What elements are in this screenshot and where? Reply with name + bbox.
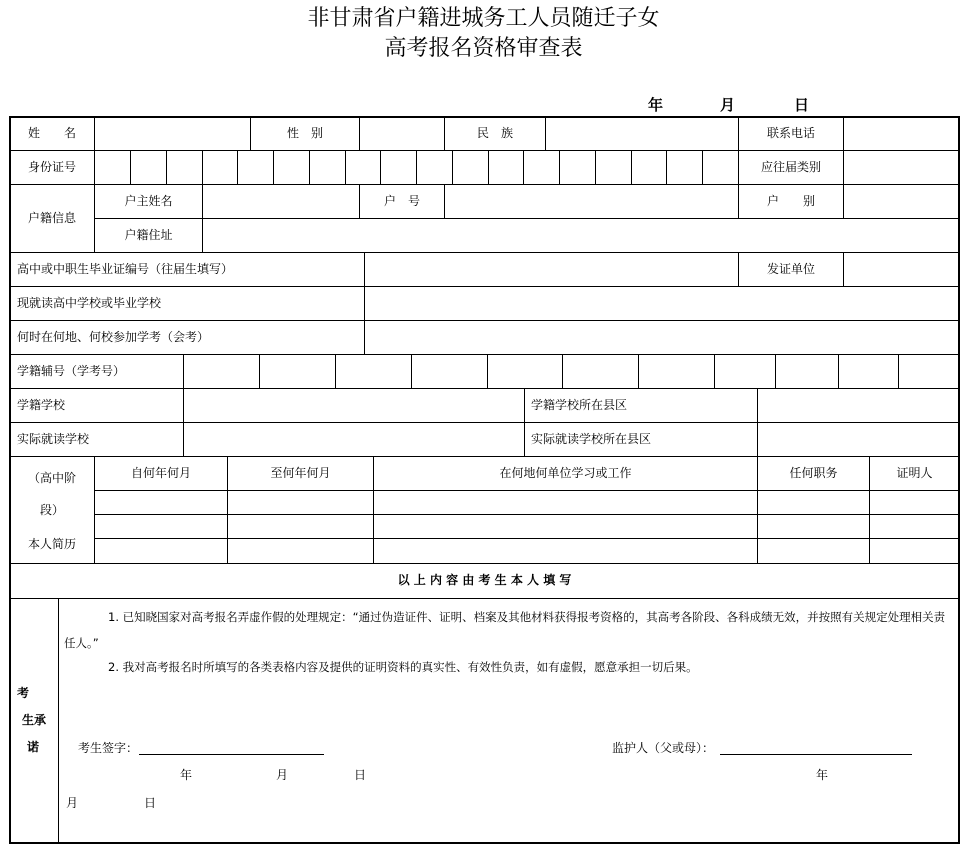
label-ethnicity: 民 族 (476, 126, 513, 140)
col-line (345, 150, 346, 184)
col-line (416, 150, 417, 184)
header-where-unit: 在何地何单位学习或工作 (499, 466, 632, 480)
col-line (166, 150, 167, 184)
label-reg-school: 学籍学校 (17, 398, 66, 412)
col-line (487, 354, 488, 388)
label-promise-line3: 诺 (27, 740, 40, 754)
guardian-sign-day: 日 (144, 796, 157, 810)
label-reg-school-county: 学籍学校所在县区 (531, 398, 628, 412)
label-household-addr: 户籍住址 (124, 228, 173, 242)
col-line (545, 116, 546, 150)
label-household-info: 户籍信息 (27, 211, 76, 225)
row-line (9, 598, 960, 599)
guardian-signature-label: 监护人（父或母）： (612, 741, 715, 755)
col-line (714, 354, 715, 388)
col-line (666, 150, 667, 184)
col-line (444, 184, 445, 218)
label-student-no: 学籍辅号（学考号） (17, 364, 126, 378)
label-resume-line2: 段） (39, 503, 64, 517)
col-line (202, 150, 203, 184)
col-line (202, 184, 203, 252)
label-actual-school-county: 实际就读学校所在县区 (531, 432, 652, 446)
promise-item-2: 2. 我对高考报名时所填写的各类表格内容及提供的证明资料的真实性、有效性负责，如有虚假，愿意承担一切后果。 (108, 660, 698, 674)
col-line (524, 388, 525, 456)
col-line (359, 116, 360, 150)
col-line (94, 150, 95, 184)
header-position: 任何职务 (789, 466, 838, 480)
col-line (273, 150, 274, 184)
col-line (843, 184, 844, 218)
col-line (183, 354, 184, 456)
label-grad-type: 应往届类别 (760, 160, 821, 174)
promise-item-1: 1. 已知晓国家对高考报名弄虚作假的处理规定：“通过伪造证件、证明、档案及其他材料获得报考资格的，其高考各阶段、各科成绩无效，并按照有关规定处理相关责任人。” (64, 610, 946, 650)
header-date-year: 年 (648, 96, 664, 114)
row-line (9, 252, 960, 253)
header-date-day: 日 (794, 96, 810, 114)
col-line (843, 116, 844, 150)
col-line (94, 116, 95, 150)
label-cert-no: 高中或中职生毕业证编号（往届生填写） (17, 262, 234, 276)
guardian-sign-month: 月 (66, 796, 79, 810)
col-line (631, 150, 632, 184)
label-exam-when-where: 何时在何地、何校参加学考（会考） (17, 330, 210, 344)
row-line (9, 456, 960, 457)
student-sign-month: 月 (276, 768, 289, 782)
label-household-no: 户 号 (383, 194, 420, 208)
col-line (843, 150, 844, 184)
row-line (94, 514, 960, 515)
label-phone: 联系电话 (766, 126, 815, 140)
col-line (562, 354, 563, 388)
label-household-type: 户 别 (766, 194, 815, 208)
label-promise-line1: 考 (17, 686, 30, 700)
col-line (237, 150, 238, 184)
col-line (259, 354, 260, 388)
guardian-sign-year: 年 (816, 768, 829, 782)
col-line (702, 150, 703, 184)
row-line (9, 422, 960, 423)
col-line (898, 354, 899, 388)
row-line (9, 320, 960, 321)
col-line (775, 354, 776, 388)
row-line (94, 490, 960, 491)
header-to-date: 至何年何月 (270, 466, 331, 480)
row-line (9, 563, 960, 564)
guardian-signature-line[interactable] (720, 754, 912, 755)
header-from-date: 自何年何月 (130, 466, 191, 480)
label-name: 姓 名 (27, 126, 76, 140)
col-line (843, 252, 844, 286)
row-line (94, 538, 960, 539)
student-sign-day: 日 (354, 768, 367, 782)
form-table (9, 116, 960, 844)
student-signature-label: 考生签字： (78, 741, 139, 755)
col-line (130, 150, 131, 184)
col-line (380, 150, 381, 184)
col-line (757, 388, 758, 456)
label-actual-school: 实际就读学校 (17, 432, 90, 446)
col-line (309, 150, 310, 184)
form-title-line1: 非甘肃省户籍进城务工人员随迁子女 (307, 6, 660, 31)
row-line (9, 354, 960, 355)
label-current-school: 现就读高中学校或毕业学校 (17, 296, 162, 310)
row-line (9, 150, 960, 151)
label-promise-line2: 生承 (22, 713, 47, 727)
label-resume-line3: 本人简历 (27, 537, 76, 551)
header-witness: 证明人 (896, 466, 933, 480)
student-sign-year: 年 (180, 768, 193, 782)
header-date-month: 月 (720, 96, 736, 114)
label-cert-issuer: 发证单位 (766, 262, 815, 276)
col-line (559, 150, 560, 184)
col-line (364, 252, 365, 354)
student-signature-line[interactable] (139, 754, 324, 755)
col-line (58, 598, 59, 844)
row-line (9, 286, 960, 287)
form-title-line2: 高考报名资格审查表 (384, 36, 583, 61)
col-line (638, 354, 639, 388)
col-line (838, 354, 839, 388)
col-line (335, 354, 336, 388)
col-line (488, 150, 489, 184)
row-line (9, 184, 960, 185)
label-id-number: 身份证号 (27, 160, 76, 174)
col-line (452, 150, 453, 184)
label-resume-line1: （高中阶 (27, 471, 76, 485)
row-line (94, 218, 960, 219)
label-household-head: 户主姓名 (124, 194, 173, 208)
filled-by-note: 以 上 内 容 由 考 生 本 人 填 写 (397, 573, 572, 587)
col-line (523, 150, 524, 184)
col-line (411, 354, 412, 388)
label-gender: 性 别 (286, 126, 323, 140)
col-line (595, 150, 596, 184)
row-line (9, 388, 960, 389)
